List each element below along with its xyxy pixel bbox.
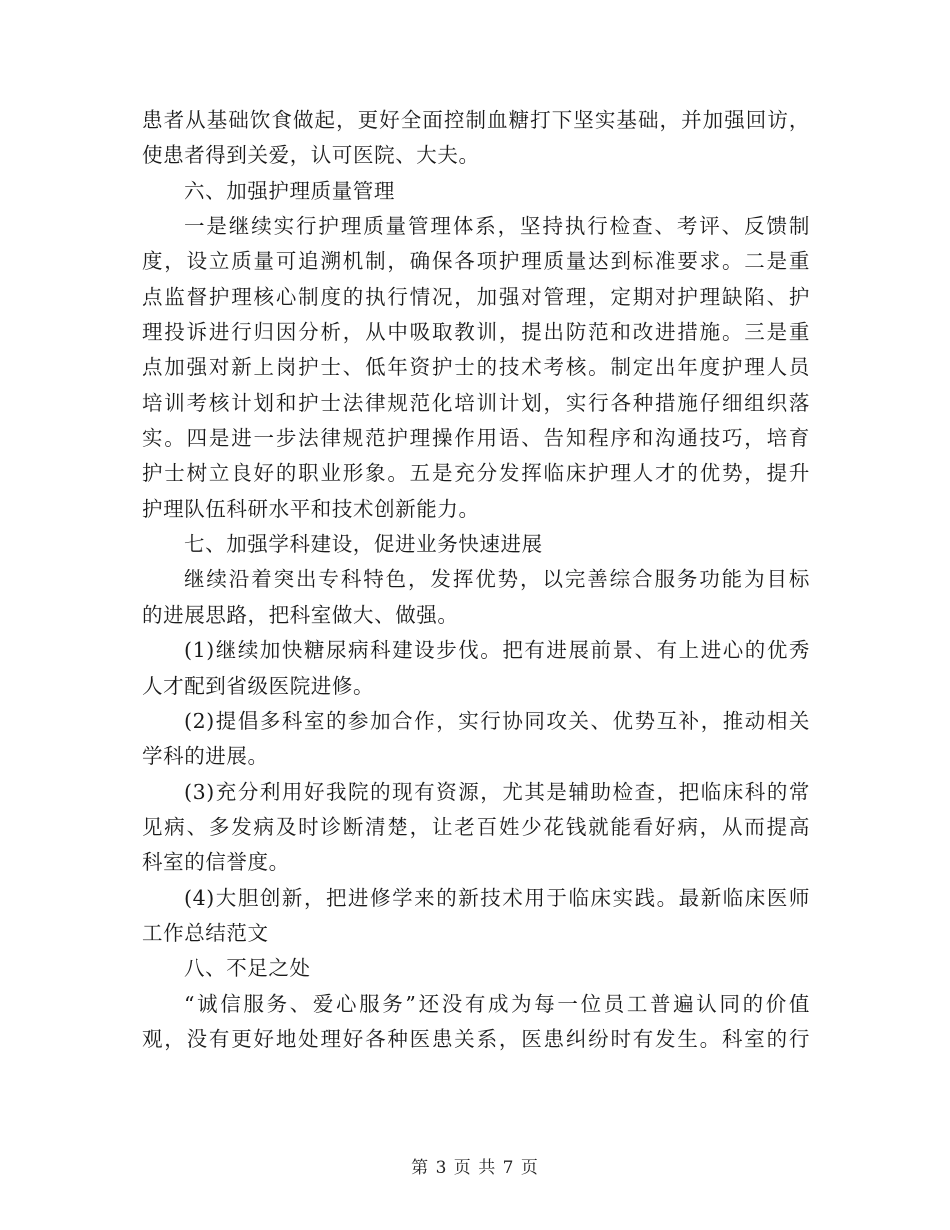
- text-line: 培训考核计划和护士法律规范化培训计划，实行各种措施仔细组织落: [142, 390, 810, 415]
- text-line: 七、加强学科建设，促进业务快速进展: [184, 532, 543, 557]
- page-footer: 第 3 页 共 7 页: [411, 1158, 539, 1178]
- text-line: 度，设立质量可追溯机制，确保各项护理质量达到标准要求。二是重: [142, 249, 810, 274]
- text-line: 人才配到省级医院进修。: [142, 673, 375, 698]
- text-line: 患者从基础饮食做起，更好全面控制血糖打下坚实基础，并加强回访，: [142, 108, 810, 132]
- text-line: “诚信服务、爱心服务”还没有成为每一位员工普遍认同的价值: [184, 991, 810, 1016]
- text-line: 六、加强护理质量管理: [184, 178, 395, 203]
- text-line: 一是继续实行护理质量管理体系，坚持执行检查、考评、反馈制: [184, 214, 810, 239]
- document-body: [142, 103, 810, 1057]
- text-line: (4)大胆创新，把进修学来的新技术用于临床实践。最新临床医师: [184, 885, 810, 910]
- text-line: 八、不足之处: [184, 956, 311, 981]
- text-line: 实。四是进一步法律规范护理操作用语、告知程序和沟通技巧，培育: [142, 426, 810, 451]
- text-line: 见病、多发病及时诊断清楚，让老百姓少花钱就能看好病，从而提高: [142, 814, 810, 839]
- text-line: 继续沿着突出专科特色，发挥优势，以完善综合服务功能为目标: [184, 567, 810, 592]
- text-line: 护士树立良好的职业形象。五是充分发挥临床护理人才的优势，提升: [142, 461, 810, 486]
- text-line: 点加强对新上岗护士、低年资护士的技术考核。制定出年度护理人员: [142, 355, 810, 380]
- text-line: (2)提倡多科室的参加合作，实行协同攻关、优势互补，推动相关: [184, 708, 810, 733]
- text-line: 点监督护理核心制度的执行情况，加强对管理，定期对护理缺陷、护: [142, 284, 810, 309]
- text-line: 护理队伍科研水平和技术创新能力。: [142, 496, 480, 521]
- text-line: 科室的信誉度。: [142, 850, 290, 875]
- text-line: 工作总结范文: [142, 920, 269, 945]
- text-line: 观，没有更好地处理好各种医患关系，医患纠纷时有发生。科室的行: [142, 1026, 810, 1051]
- text-line: 理投诉进行归因分析，从中吸取教训，提出防范和改进措施。三是重: [142, 320, 810, 345]
- text-line: 的进展思路，把科室做大、做强。: [142, 602, 459, 627]
- text-line: (3)充分利用好我院的现有资源，尤其是辅助检查，把临床科的常: [184, 779, 810, 804]
- text-line: 使患者得到关爱，认可医院、大夫。: [142, 143, 480, 168]
- text-line: (1)继续加快糖尿病科建设步伐。把有进展前景、有上进心的优秀: [184, 638, 810, 663]
- text-line: 学科的进展。: [142, 744, 269, 769]
